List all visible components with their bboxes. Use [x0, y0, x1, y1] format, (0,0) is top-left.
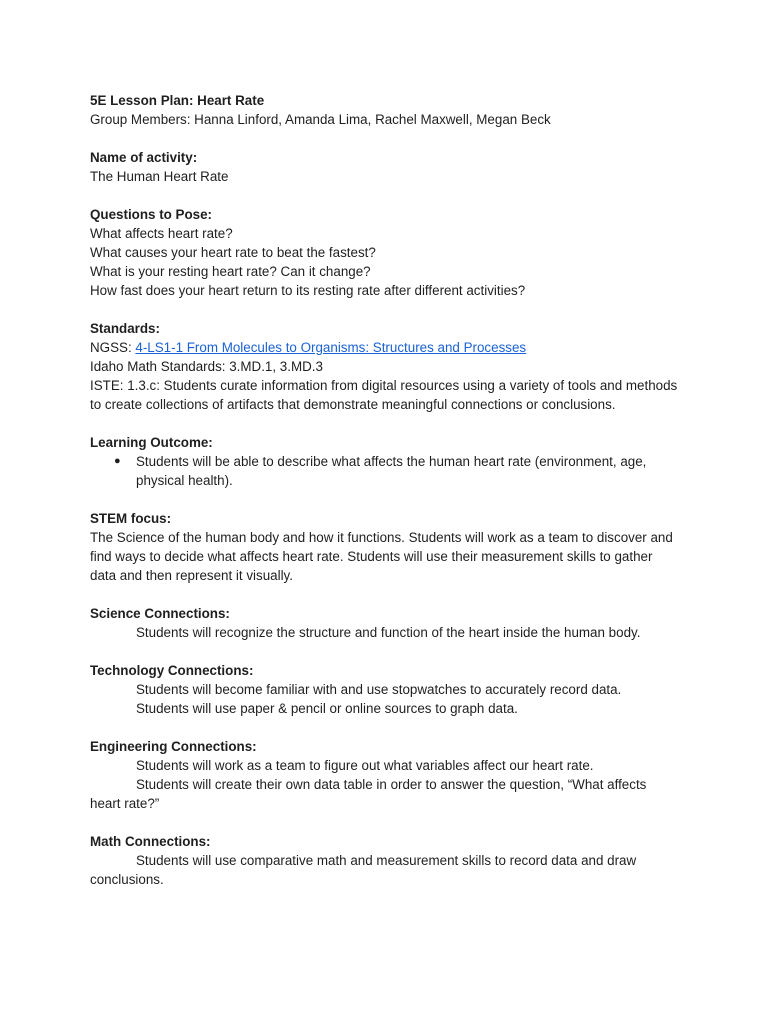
engineering-heading: Engineering Connections: [90, 739, 257, 754]
questions-heading: Questions to Pose: [90, 207, 213, 222]
document-title: 5E Lesson Plan: Heart Rate [90, 93, 265, 108]
activity-heading: Name of activity: [90, 150, 198, 165]
question-item: What causes your heart rate to beat the fastest? [90, 245, 376, 260]
question-item: How fast does your heart return to its resting rate after different activities? [90, 283, 526, 298]
science-heading: Science Connections: [90, 606, 230, 621]
ngss-standard [90, 338, 680, 357]
math-heading: Math Connections: [90, 834, 211, 849]
question-item: What affects heart rate? [90, 226, 233, 241]
group-members: Group Members: Hanna Linford, Amanda Lima, Rachel Maxwell, Megan Beck [90, 112, 551, 127]
question-item: What is your resting heart rate? Can it change? [90, 264, 371, 279]
learning-outcome-text: Students will be able to describe what affects the human heart rate (environment, age, physical health). [136, 454, 647, 488]
math-item: Students will use comparative math and measurement skills to record data and draw conclusions. [90, 853, 637, 887]
technology-heading: Technology Connections: [90, 663, 254, 678]
technology-item: Students will use paper & pencil or online sources to graph data. [136, 701, 518, 716]
standards-heading: Standards: [90, 321, 160, 336]
learning-outcome-item [90, 452, 680, 490]
stem-focus-heading: STEM focus: [90, 511, 172, 526]
bullet-icon: ● [114, 455, 121, 467]
learning-outcome-heading: Learning Outcome: [90, 435, 213, 450]
ngss-label: NGSS: [90, 340, 136, 355]
lesson-plan-document [90, 91, 680, 889]
engineering-item: Students will work as a team to figure out what variables affect our heart rate. [136, 758, 594, 773]
ngss-link[interactable]: 4-LS1-1 From Molecules to Organisms: Structures and Processes [135, 340, 527, 355]
iste-standard: ISTE: 1.3.c: Students curate information from digital resources using a variety of tools and methods to create collections of artifacts that demonstrate meaningful connections or conclusions. [90, 378, 678, 412]
science-item: Students will recognize the structure and function of the heart inside the human body. [136, 625, 641, 640]
stem-focus-text: The Science of the human body and how it functions. Students will work as a team to discover and find ways to decide what affects heart rate. Students will use their measurement skills to gather data and then represent it visually. [90, 530, 673, 583]
technology-item: Students will become familiar with and use stopwatches to accurately record data. [136, 682, 622, 697]
learning-outcome-list [90, 452, 680, 490]
activity-name: The Human Heart Rate [90, 169, 229, 184]
idaho-standard: Idaho Math Standards: 3.MD.1, 3.MD.3 [90, 359, 323, 374]
engineering-item: Students will create their own data table in order to answer the question, “What affects heart rate?” [90, 777, 647, 811]
